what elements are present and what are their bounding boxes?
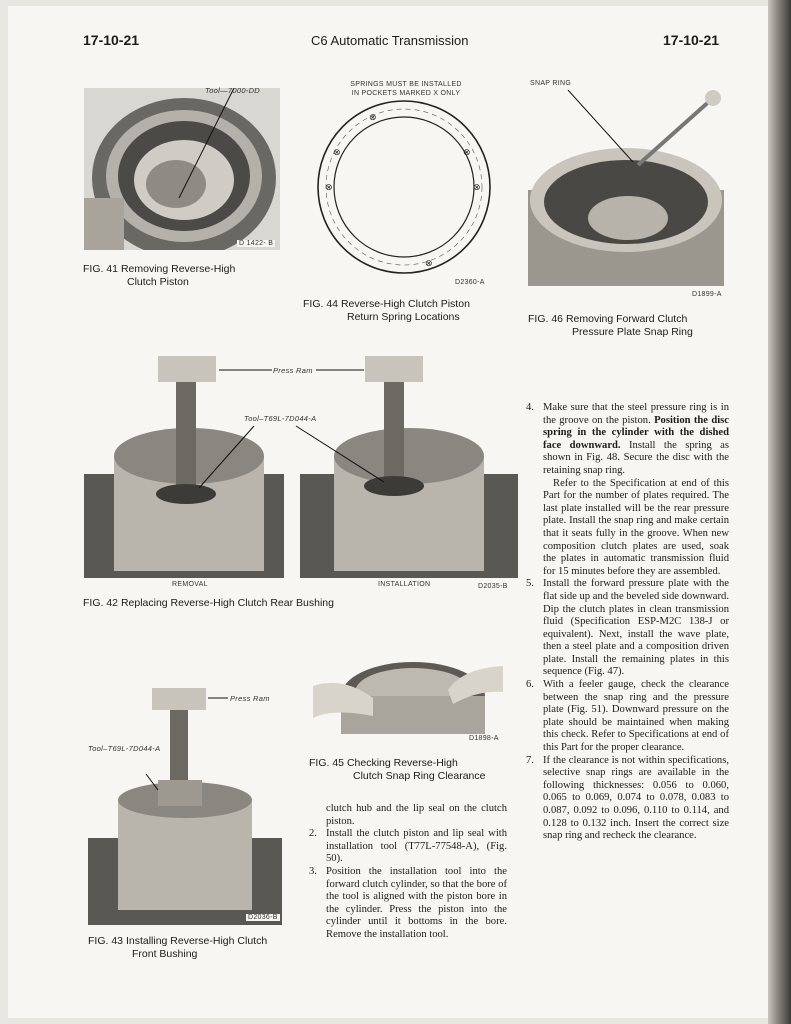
fig41-caption-line2: Clutch Piston xyxy=(127,276,189,288)
step-6 xyxy=(524,679,729,755)
fig41-code: D 1422- B xyxy=(239,240,274,247)
fig41-caption-num: FIG. 41 xyxy=(83,263,119,275)
step-4-p2-text: Refer to the Specification at end of this Part for the number of plates required. The last plate installed will be the rear pressure plate. Install the snap ring and make certain that it seats fully in the groove. When new composition clutch plates are used, soak the plates in automatic transmission fluid for 15 minutes before they are assembled. xyxy=(543,477,729,577)
fig42-tool-label: Tool–T69L-7D044-A xyxy=(244,414,317,423)
fig45-code: D1898-A xyxy=(469,735,499,742)
fig44-note-line1: SPRINGS MUST BE INSTALLED xyxy=(350,81,462,88)
fig42-caption xyxy=(83,597,334,610)
fig43-caption-line1: Installing Reverse-High Clutch xyxy=(125,935,268,947)
fig46-caption xyxy=(528,313,693,339)
fig46-label: SNAP RING xyxy=(530,80,572,87)
step-4-text-bold: Position the disc spring in the cylinder with the dished face downward. xyxy=(543,414,729,451)
fig43-press-ram: Press Ram xyxy=(230,694,270,703)
page-number-right: 17-10-21 xyxy=(663,32,720,48)
fig43-tool-label: Tool–T69L-7D044-A xyxy=(88,744,161,753)
svg-text:⊗: ⊗ xyxy=(473,183,481,193)
step-7 xyxy=(524,755,729,843)
fig41-caption xyxy=(83,263,235,289)
fig45-caption xyxy=(309,757,486,783)
fig43-code: D2036-B xyxy=(248,914,278,921)
fig42-code: D2035-B xyxy=(478,583,508,590)
fig44-diagram xyxy=(313,100,495,278)
step-4-text-c: Install the spring as shown in Fig. 48. Secure the disc with the retaining snap ring. xyxy=(543,439,729,476)
step-7-text: If the clearance is not within specifications, selective snap rings are available in the following thicknesses: 0.056 to 0.060, 0.065 to 0.069, 0.074 to 0.078, 0.083 to 0.087, 0.092 to 0.096, 0.110 to 0.114, and 0.128 to 0.132 inch. Insert the correct size snap ring and recheck the clearance. xyxy=(543,754,729,842)
fig42-caption-line1: Replacing Reverse-High Clutch Rear Bushing xyxy=(120,597,334,609)
text-column-middle xyxy=(307,803,507,942)
fig45-caption-num: FIG. 45 xyxy=(309,757,345,769)
book-spine-shadow xyxy=(768,0,791,1024)
svg-text:⊗: ⊗ xyxy=(333,148,341,158)
fig41-tool-label: Tool—7000-DD xyxy=(205,86,261,95)
fig45-photo xyxy=(313,646,503,744)
page-number-left: 17-10-21 xyxy=(83,32,140,48)
fig42-caption-num: FIG. 42 xyxy=(83,597,119,609)
fig42-press-ram: Press Ram xyxy=(273,366,313,375)
step-4-text-a: Make sure that the steel pressure ring is in the groove on the piston. xyxy=(543,402,729,426)
fig41-photo xyxy=(84,88,280,250)
fig44-caption xyxy=(303,298,470,324)
step-2 xyxy=(307,828,507,866)
step-3 xyxy=(307,866,507,942)
svg-text:⊗: ⊗ xyxy=(425,259,433,269)
step-7-number: 7. xyxy=(526,754,534,766)
step-5 xyxy=(524,578,729,679)
fig42-removal-label: REMOVAL xyxy=(172,581,208,588)
fig46-caption-line1: Removing Forward Clutch xyxy=(565,313,688,325)
fig44-caption-line2: Return Spring Locations xyxy=(347,311,460,323)
fig45-caption-line2: Clutch Snap Ring Clearance xyxy=(353,770,486,782)
fig46-caption-num: FIG. 46 xyxy=(528,313,564,325)
fig43-caption-num: FIG. 43 xyxy=(88,935,124,947)
step1-continuation: clutch hub and the lip seal on the clutch piston. xyxy=(326,803,507,827)
step-4-paragraph-2 xyxy=(524,478,729,579)
svg-text:⊗: ⊗ xyxy=(463,148,471,158)
svg-text:⊗: ⊗ xyxy=(369,113,377,123)
fig43-caption xyxy=(88,935,267,961)
step-6-number: 6. xyxy=(526,679,534,691)
fig43-photo xyxy=(88,680,282,925)
fig46-caption-line2: Pressure Plate Snap Ring xyxy=(572,326,693,338)
fig44-caption-num: FIG. 44 xyxy=(303,298,339,310)
fig42-photo xyxy=(84,356,518,578)
fig44-caption-line1: Reverse-High Clutch Piston xyxy=(340,298,470,310)
fig42-installation-label: INSTALLATION xyxy=(378,581,431,588)
fig45-caption-line1: Checking Reverse-High xyxy=(346,757,458,769)
step-2-text: Install the clutch piston and lip seal with installation tool (T77L-77548-A), (Fig. 50). xyxy=(326,828,507,865)
fig46-photo xyxy=(528,90,728,286)
fig44-code: D2360-A xyxy=(455,279,485,286)
fig44-note-line2: IN POCKETS MARKED X ONLY xyxy=(351,90,461,97)
fig44-note xyxy=(346,80,466,98)
fig43-caption-line2: Front Bushing xyxy=(132,948,198,960)
step-6-text: With a feeler gauge, check the clearance between the snap ring and the pressure plate (Fig. 51). Downward pressure on the plate should be maintained when making this check. Refer to Specifications at end of this Part for the proper clearance. xyxy=(543,679,729,754)
svg-text:⊗: ⊗ xyxy=(325,183,333,193)
page-title: C6 Automatic Transmission xyxy=(311,33,469,48)
step-3-text: Position the installation tool into the forward clutch cylinder, so that the bore of the tool is aligned with the piston bore in the cylinder. Press the piston into the cylinder until it bottoms in the bore. Remove the installation tool. xyxy=(326,865,507,940)
step-3-number: 3. xyxy=(309,865,317,877)
step-5-number: 5. xyxy=(526,578,534,590)
fig46-code: D1899-A xyxy=(692,291,722,298)
text-column-right xyxy=(524,402,729,843)
fig41-caption-line1: Removing Reverse-High xyxy=(120,263,236,275)
step-2-number: 2. xyxy=(309,828,317,840)
step-4-number: 4. xyxy=(526,402,534,413)
step-4 xyxy=(524,402,729,478)
step-5-text: Install the forward pressure plate with the flat side up and the beveled side downward. Dip the clutch plates in clean transmission fluid (Specification ESP-M2C 138-J or equivalent). Next, install the wave plate, then a steel plate and a composition driven plate. Install the remaining plates in this sequence (Fig. 47). xyxy=(543,578,729,678)
